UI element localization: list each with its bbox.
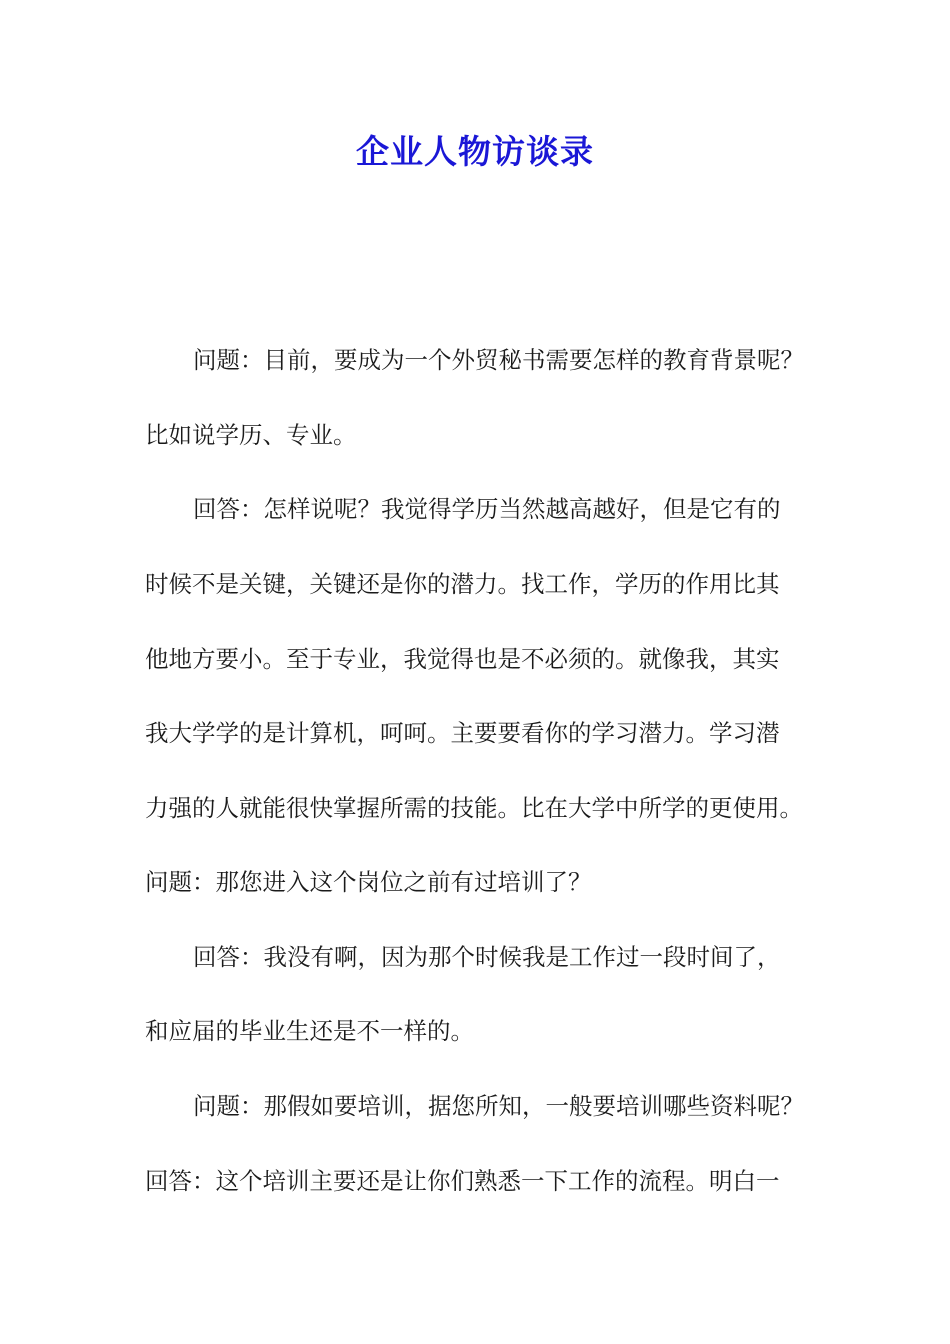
paragraph-line: 比如说学历、专业。	[145, 421, 357, 449]
paragraph-line: 和应届的毕业生还是不一样的。	[145, 1017, 474, 1045]
paragraph-line: 问题：那您进入这个岗位之前有过培训了？	[145, 868, 592, 896]
paragraph-line: 我大学学的是计算机，呵呵。主要要看你的学习潜力。学习潜	[145, 719, 780, 747]
paragraph-line: 问题：目前，要成为一个外贸秘书需要怎样的教育背景呢？	[193, 346, 804, 374]
document-title: 企业人物访谈录	[356, 132, 594, 171]
paragraph-line: 时候不是关键，关键还是你的潜力。找工作，学历的作用比其	[145, 570, 780, 598]
paragraph-line: 问题：那假如要培训，据您所知，一般要培训哪些资料呢？	[193, 1092, 804, 1120]
paragraph-line: 他地方要小。至于专业，我觉得也是不必须的。就像我，其实	[145, 645, 780, 673]
paragraph-line: 力强的人就能很快掌握所需的技能。比在大学中所学的更使用。	[145, 794, 803, 822]
paragraph-line: 回答：怎样说呢？我觉得学历当然越高越好，但是它有的	[193, 495, 781, 523]
paragraph-line: 回答：我没有啊，因为那个时候我是工作过一段时间了，	[193, 943, 781, 971]
paragraph-line: 回答：这个培训主要还是让你们熟悉一下工作的流程。明白一	[145, 1167, 780, 1195]
